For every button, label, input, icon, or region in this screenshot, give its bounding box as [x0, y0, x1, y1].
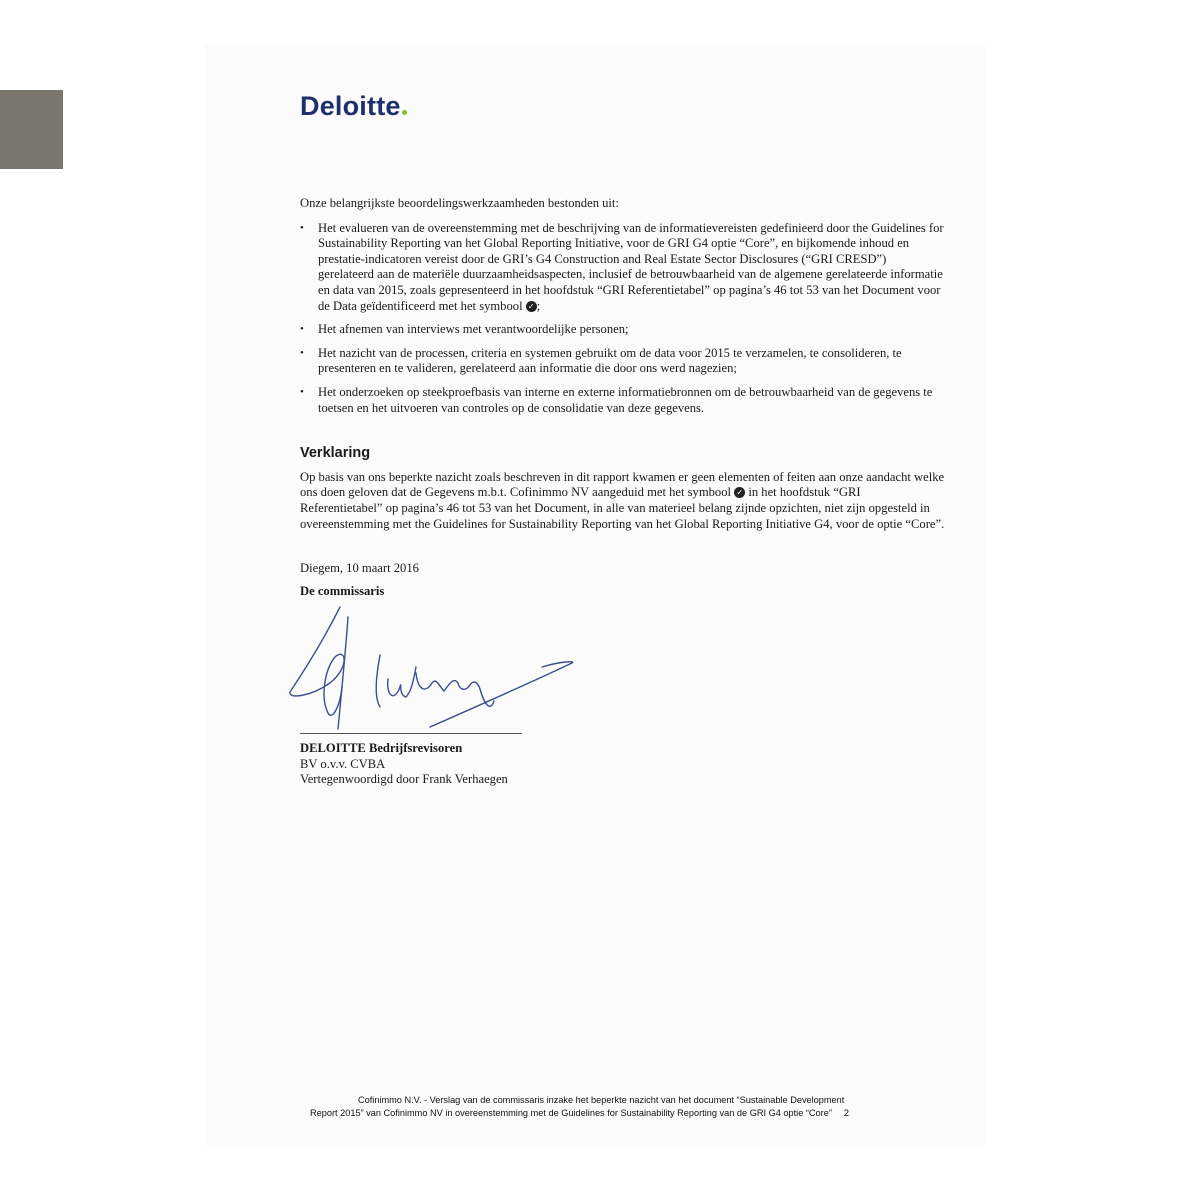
signer-title: De commissaris — [300, 583, 385, 598]
bullet-icon: • — [300, 346, 304, 359]
signature-area — [300, 599, 945, 735]
page-footer — [310, 1094, 950, 1120]
footer-line-1: Cofinimmo N.V. - Verslag van de commissaris inzake het beperkte nazicht van het document “Sustainable Development — [358, 1095, 845, 1105]
deloitte-logo: Deloitte — [300, 91, 407, 122]
bullet-icon: • — [300, 221, 304, 234]
verklaring-paragraph: Op basis van ons beperkte nazicht zoals beschreven in dit rapport kwamen er geen elementen of feiten aan onze aandacht welke ons doen geloven dat de Gegevens m.b.t. Cofinimmo NV aangeduid met het symbool ✓ in het hoofdstuk “GRI Referentietabel” op pagina’s 46 tot 53 van het Document, in alle van materieel belang zijnde opzichten, niet zijn opgesteld in overeenstemming met the Guidelines for Sustainability Reporting van het Global Reporting Initiative G4, voor de optie “Core”. — [300, 469, 945, 531]
intro-text: Onze belangrijkste beoordelingswerkzaamheden bestonden uit: — [300, 196, 619, 210]
section-heading: Verklaring — [300, 445, 371, 462]
representative: Vertegenwoordigd door Frank Verhaegen — [300, 772, 508, 787]
side-tab — [0, 90, 63, 169]
list-item: • Het evalueren van de overeenstemming met de beschrijving van de informatievereisten gedefinieerd door the Guidelines for Sustainability Reporting van het Global Reporting Initiative, voor de GRI G4 optie “Core”, en bijkomende inhoud en prestatie-indicatoren vereist door de GRI’s G4 Construction and Real Estate Sector Disclosures (“GRI CRESD”) gerelateerd aan de materiële duurzaamheidsaspecten, inclusief de betrouwbaarheid van de algemene gerelateerde informatie en data van 2015, zoals gepresenteerd in het hoofdstuk “GRI Referentietabel” op pagina’s 46 tot 53 van het Document voor de Data geïdentificeerd met het symbool ✓ ; — [300, 220, 944, 313]
footer-line-2: Report 2015” van Cofinimmo NV in overeenstemming met de Guidelines for Sustainability Reporting van de GRI G4 optie “Core” 2 — [310, 1108, 850, 1118]
activities-list — [300, 221, 945, 417]
report-body — [300, 196, 945, 788]
list-item: • Het afnemen van interviews met verantwoordelijke personen; — [300, 322, 629, 337]
handwritten-signature — [280, 587, 600, 757]
list-item: • Het onderzoeken op steekproefbasis van interne en externe informatiebronnen om de betrouwbaarheid van de gegevens te toetsen en het uitvoeren van controles op de consolidatie van deze gegevens. — [300, 384, 933, 415]
logo-dot — [402, 110, 407, 115]
check-circle-icon: ✓ — [526, 301, 537, 312]
firm-name: DELOITTE Bedrijfsrevisoren — [300, 741, 463, 756]
list-item: • Het nazicht van de processen, criteria en systemen gebruikt om de data voor 2015 te verzamelen, te consolideren, te presenteren en te valideren, gerelateerd aan informatie die door ons werd nagezien; — [300, 345, 902, 376]
place-date: Diegem, 10 maart 2016 — [300, 561, 419, 576]
bullet-icon: • — [300, 385, 304, 398]
check-circle-icon: ✓ — [734, 487, 745, 498]
bullet-icon: • — [300, 323, 304, 336]
signature-line — [300, 733, 522, 734]
firm-legal-form: BV o.v.v. CVBA — [300, 756, 386, 771]
page-number: 2 — [843, 1108, 850, 1118]
